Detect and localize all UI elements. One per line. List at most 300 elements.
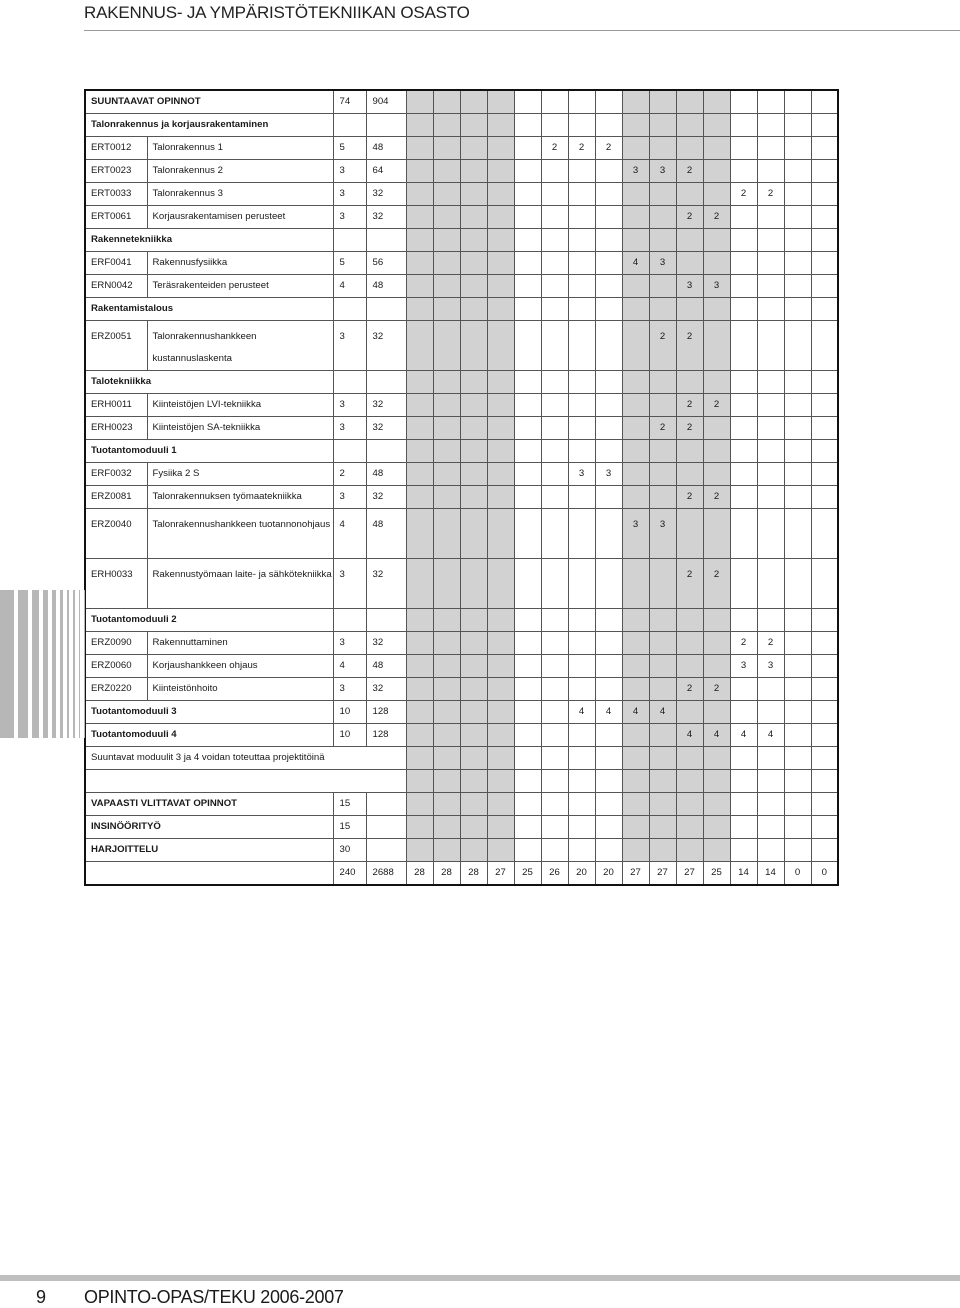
- semester-cell: [487, 160, 514, 183]
- semester-cell: [757, 137, 784, 160]
- semester-cell: [541, 371, 568, 394]
- semester-cell: [406, 440, 433, 463]
- semester-cell: [514, 463, 541, 486]
- course-name: Talonrakennus 2: [147, 160, 333, 183]
- semester-cell: [757, 486, 784, 509]
- hours-cell: [366, 793, 406, 816]
- semester-cell: [595, 394, 622, 417]
- credits-cell: 4: [333, 655, 366, 678]
- semester-cell: [730, 747, 757, 770]
- semester-cell: [406, 160, 433, 183]
- semester-cell: [460, 463, 487, 486]
- course-code: ERZ0081: [85, 486, 147, 509]
- semester-cell: [541, 559, 568, 609]
- semester-cell: [514, 486, 541, 509]
- semester-cell: [595, 275, 622, 298]
- semester-total: 25: [514, 862, 541, 886]
- semester-cell: [406, 793, 433, 816]
- semester-cell: [460, 770, 487, 793]
- semester-cell: [703, 609, 730, 632]
- semester-cell: [460, 298, 487, 321]
- semester-cell: [649, 371, 676, 394]
- semester-cell: [406, 252, 433, 275]
- semester-cell: [595, 90, 622, 114]
- semester-cell: [541, 816, 568, 839]
- semester-cell: [514, 229, 541, 252]
- hours-cell: 904: [366, 90, 406, 114]
- semester-cell: [541, 417, 568, 440]
- semester-cell: [811, 275, 838, 298]
- semester-cell: 2: [649, 417, 676, 440]
- course-code: ERH0033: [85, 559, 147, 609]
- credits-cell: 3: [333, 678, 366, 701]
- side-bar-stripe: [43, 590, 48, 738]
- hours-cell: [366, 816, 406, 839]
- credits-cell: [333, 609, 366, 632]
- semester-cell: [487, 114, 514, 137]
- semester-cell: [622, 655, 649, 678]
- semester-cell: [460, 417, 487, 440]
- semester-cell: [487, 252, 514, 275]
- semester-cell: [433, 417, 460, 440]
- semester-cell: [595, 793, 622, 816]
- semester-cell: [595, 206, 622, 229]
- semester-cell: [568, 770, 595, 793]
- semester-cell: 4: [622, 701, 649, 724]
- semester-cell: [433, 275, 460, 298]
- semester-cell: [784, 394, 811, 417]
- semester-cell: [730, 486, 757, 509]
- semester-cell: [784, 632, 811, 655]
- semester-cell: [784, 463, 811, 486]
- semester-cell: 3: [649, 509, 676, 559]
- course-code: ERZ0060: [85, 655, 147, 678]
- semester-cell: [460, 509, 487, 559]
- semester-cell: [406, 486, 433, 509]
- hours-cell: 48: [366, 275, 406, 298]
- semester-cell: [622, 816, 649, 839]
- semester-cell: [649, 137, 676, 160]
- semester-cell: [757, 701, 784, 724]
- semester-cell: [460, 183, 487, 206]
- semester-cell: [649, 183, 676, 206]
- semester-cell: [649, 114, 676, 137]
- semester-cell: [433, 298, 460, 321]
- credits-cell: 3: [333, 206, 366, 229]
- semester-cell: [811, 655, 838, 678]
- semester-cell: [541, 229, 568, 252]
- semester-total: 27: [487, 862, 514, 886]
- semester-cell: [460, 160, 487, 183]
- semester-cell: [460, 252, 487, 275]
- hours-cell: 48: [366, 655, 406, 678]
- semester-cell: [649, 298, 676, 321]
- semester-cell: [595, 114, 622, 137]
- semester-cell: [757, 417, 784, 440]
- semester-cell: [568, 298, 595, 321]
- credits-cell: 10: [333, 701, 366, 724]
- semester-cell: [757, 609, 784, 632]
- semester-cell: 2: [676, 486, 703, 509]
- table-row: [85, 609, 838, 632]
- semester-cell: 4: [595, 701, 622, 724]
- semester-cell: [649, 816, 676, 839]
- semester-cell: [406, 206, 433, 229]
- semester-cell: [784, 793, 811, 816]
- semester-cell: [541, 321, 568, 371]
- course-code: ERZ0220: [85, 678, 147, 701]
- semester-cell: [649, 609, 676, 632]
- semester-cell: [487, 394, 514, 417]
- decorative-side-bars: [0, 590, 90, 738]
- semester-cell: [676, 701, 703, 724]
- credits-cell: [333, 371, 366, 394]
- semester-cell: [676, 440, 703, 463]
- semester-cell: [487, 793, 514, 816]
- semester-cell: 4: [730, 724, 757, 747]
- semester-cell: [541, 632, 568, 655]
- semester-cell: [730, 609, 757, 632]
- semester-cell: [433, 724, 460, 747]
- semester-cell: [649, 678, 676, 701]
- semester-cell: [406, 724, 433, 747]
- credits-cell: [333, 440, 366, 463]
- semester-cell: [406, 321, 433, 371]
- semester-cell: [649, 793, 676, 816]
- semester-cell: [784, 160, 811, 183]
- semester-cell: [703, 252, 730, 275]
- semester-cell: [703, 371, 730, 394]
- semester-cell: [703, 839, 730, 862]
- semester-cell: [433, 609, 460, 632]
- semester-cell: 2: [703, 394, 730, 417]
- side-bar-stripe: [67, 590, 69, 738]
- course-name: Rakennuttaminen: [147, 632, 333, 655]
- course-name: Kiinteistönhoito: [147, 678, 333, 701]
- semester-cell: [676, 183, 703, 206]
- credits-cell: 15: [333, 793, 366, 816]
- semester-cell: [649, 655, 676, 678]
- semester-cell: [622, 747, 649, 770]
- semester-cell: [433, 137, 460, 160]
- semester-cell: [487, 701, 514, 724]
- semester-cell: [784, 678, 811, 701]
- hours-cell: 128: [366, 724, 406, 747]
- hours-cell: 32: [366, 183, 406, 206]
- semester-cell: [676, 816, 703, 839]
- semester-cell: [568, 632, 595, 655]
- semester-cell: [460, 678, 487, 701]
- semester-cell: [811, 839, 838, 862]
- module-heading: Tuotantomoduuli 3: [85, 701, 333, 724]
- semester-cell: [811, 417, 838, 440]
- semester-cell: [811, 114, 838, 137]
- semester-cell: [703, 137, 730, 160]
- semester-cell: [433, 793, 460, 816]
- course-name: Fysiika 2 S: [147, 463, 333, 486]
- side-bar-stripe: [84, 590, 85, 738]
- semester-cell: [433, 206, 460, 229]
- semester-total: 20: [595, 862, 622, 886]
- summary-heading: SUUNTAAVAT OPINNOT: [85, 90, 333, 114]
- semester-cell: [487, 770, 514, 793]
- semester-cell: [811, 770, 838, 793]
- semester-cell: [730, 160, 757, 183]
- section-heading: Tuotantomoduuli 2: [85, 609, 333, 632]
- semester-cell: [514, 298, 541, 321]
- semester-cell: [784, 183, 811, 206]
- semester-cell: [433, 509, 460, 559]
- credits-cell: 3: [333, 417, 366, 440]
- hours-cell: 32: [366, 632, 406, 655]
- table-row: [85, 394, 838, 417]
- semester-cell: [487, 206, 514, 229]
- semester-cell: [406, 678, 433, 701]
- semester-cell: [487, 609, 514, 632]
- semester-cell: [622, 417, 649, 440]
- semester-cell: [622, 206, 649, 229]
- semester-cell: 3: [568, 463, 595, 486]
- semester-cell: [541, 298, 568, 321]
- table-row: [85, 463, 838, 486]
- credits-cell: 30: [333, 839, 366, 862]
- semester-cell: [541, 160, 568, 183]
- semester-total: 25: [703, 862, 730, 886]
- semester-cell: [757, 229, 784, 252]
- semester-cell: [487, 371, 514, 394]
- semester-cell: [568, 486, 595, 509]
- semester-cell: [811, 440, 838, 463]
- semester-cell: [514, 609, 541, 632]
- semester-cell: [811, 160, 838, 183]
- semester-cell: [811, 509, 838, 559]
- page-number: 9: [36, 1287, 47, 1307]
- semester-cell: [595, 724, 622, 747]
- hours-cell: [366, 114, 406, 137]
- table-row: [85, 747, 838, 770]
- semester-cell: [406, 816, 433, 839]
- course-name: Talonrakennus 3: [147, 183, 333, 206]
- semester-cell: [514, 816, 541, 839]
- semester-cell: [757, 206, 784, 229]
- semester-cell: [460, 793, 487, 816]
- hours-cell: 32: [366, 417, 406, 440]
- course-name: Talonrakennushankkeen tuotannonohjaus: [147, 509, 333, 559]
- hours-cell: 32: [366, 486, 406, 509]
- semester-cell: 3: [757, 655, 784, 678]
- credits-cell: 4: [333, 509, 366, 559]
- semester-cell: [757, 90, 784, 114]
- semester-cell: [784, 701, 811, 724]
- semester-cell: 4: [649, 701, 676, 724]
- semester-cell: [730, 275, 757, 298]
- hours-cell: 32: [366, 206, 406, 229]
- semester-cell: [514, 252, 541, 275]
- semester-cell: [433, 678, 460, 701]
- semester-cell: [730, 816, 757, 839]
- semester-cell: [595, 417, 622, 440]
- semester-cell: [433, 839, 460, 862]
- semester-cell: [487, 463, 514, 486]
- side-bar-stripe: [18, 590, 28, 738]
- table-row: [85, 655, 838, 678]
- semester-cell: [676, 114, 703, 137]
- semester-cell: [622, 183, 649, 206]
- semester-cell: [460, 229, 487, 252]
- semester-total: 26: [541, 862, 568, 886]
- semester-cell: [676, 137, 703, 160]
- semester-cell: [541, 114, 568, 137]
- semester-cell: [784, 298, 811, 321]
- semester-cell: [622, 371, 649, 394]
- semester-cell: [595, 655, 622, 678]
- semester-cell: [730, 371, 757, 394]
- table-row: [85, 206, 838, 229]
- semester-cell: [622, 298, 649, 321]
- semester-cell: [595, 559, 622, 609]
- semester-cell: [406, 275, 433, 298]
- semester-cell: [784, 655, 811, 678]
- semester-cell: [460, 559, 487, 609]
- semester-cell: [460, 137, 487, 160]
- semester-cell: [514, 160, 541, 183]
- semester-cell: [487, 559, 514, 609]
- semester-cell: [568, 816, 595, 839]
- semester-cell: [487, 486, 514, 509]
- semester-cell: [811, 90, 838, 114]
- semester-cell: [622, 463, 649, 486]
- semester-cell: [487, 632, 514, 655]
- semester-cell: [649, 275, 676, 298]
- total-hours: 2688: [366, 862, 406, 886]
- semester-cell: [730, 839, 757, 862]
- side-bar-stripe: [73, 590, 75, 738]
- semester-cell: [433, 559, 460, 609]
- semester-cell: [703, 793, 730, 816]
- semester-cell: [649, 206, 676, 229]
- semester-cell: [703, 417, 730, 440]
- semester-cell: [487, 298, 514, 321]
- semester-cell: [730, 298, 757, 321]
- semester-cell: [730, 509, 757, 559]
- semester-cell: [784, 229, 811, 252]
- semester-cell: [784, 252, 811, 275]
- semester-cell: 3: [649, 160, 676, 183]
- semester-cell: [487, 90, 514, 114]
- semester-cell: [757, 747, 784, 770]
- semester-cell: [514, 839, 541, 862]
- semester-total: 14: [730, 862, 757, 886]
- semester-cell: [514, 394, 541, 417]
- semester-cell: 2: [757, 632, 784, 655]
- semester-cell: 2: [676, 559, 703, 609]
- semester-cell: [568, 724, 595, 747]
- semester-cell: [568, 229, 595, 252]
- semester-cell: [460, 90, 487, 114]
- hours-cell: 32: [366, 394, 406, 417]
- semester-cell: [406, 463, 433, 486]
- semester-cell: [703, 114, 730, 137]
- hours-cell: 48: [366, 463, 406, 486]
- semester-cell: [487, 724, 514, 747]
- semester-cell: [406, 114, 433, 137]
- summary-heading: INSINÖÖRITYÖ: [85, 816, 333, 839]
- semester-cell: [676, 371, 703, 394]
- semester-cell: [433, 183, 460, 206]
- semester-cell: [757, 509, 784, 559]
- semester-cell: [568, 509, 595, 559]
- table-row: [85, 816, 838, 839]
- hours-cell: 32: [366, 678, 406, 701]
- semester-cell: [433, 371, 460, 394]
- semester-cell: 2: [541, 137, 568, 160]
- semester-cell: [514, 724, 541, 747]
- semester-cell: [703, 632, 730, 655]
- course-name: Talonrakennus 1: [147, 137, 333, 160]
- semester-cell: [460, 701, 487, 724]
- semester-cell: [595, 183, 622, 206]
- semester-cell: [487, 137, 514, 160]
- credits-cell: 3: [333, 632, 366, 655]
- semester-cell: [811, 463, 838, 486]
- semester-cell: [649, 90, 676, 114]
- semester-cell: [730, 701, 757, 724]
- section-heading: Rakentamistalous: [85, 298, 333, 321]
- semester-cell: [622, 678, 649, 701]
- semester-cell: [514, 701, 541, 724]
- table-row: [85, 440, 838, 463]
- table-row: [85, 252, 838, 275]
- semester-cell: [811, 394, 838, 417]
- semester-cell: [811, 747, 838, 770]
- semester-cell: [595, 678, 622, 701]
- semester-cell: [514, 206, 541, 229]
- semester-cell: [433, 90, 460, 114]
- hours-cell: [366, 371, 406, 394]
- semester-cell: [703, 160, 730, 183]
- semester-cell: [622, 90, 649, 114]
- credits-cell: [333, 114, 366, 137]
- course-name: Talonrakennuksen työmaatekniikka: [147, 486, 333, 509]
- semester-cell: [406, 770, 433, 793]
- semester-cell: [541, 655, 568, 678]
- semester-cell: [487, 183, 514, 206]
- semester-cell: [676, 298, 703, 321]
- semester-cell: [514, 559, 541, 609]
- course-code: ERF0041: [85, 252, 147, 275]
- semester-cell: 2: [676, 417, 703, 440]
- course-name: Teräsrakenteiden perusteet: [147, 275, 333, 298]
- side-bar-stripe: [79, 590, 80, 738]
- module-heading: Tuotantomoduuli 4: [85, 724, 333, 747]
- semester-cell: 2: [703, 678, 730, 701]
- semester-cell: [811, 609, 838, 632]
- semester-cell: [811, 371, 838, 394]
- semester-cell: [649, 486, 676, 509]
- semester-cell: [811, 793, 838, 816]
- semester-cell: [676, 463, 703, 486]
- table-row: [85, 839, 838, 862]
- semester-cell: [541, 724, 568, 747]
- semester-cell: [406, 509, 433, 559]
- semester-cell: [622, 839, 649, 862]
- semester-cell: [460, 609, 487, 632]
- course-code: ERT0012: [85, 137, 147, 160]
- semester-cell: [406, 747, 433, 770]
- semester-cell: [703, 440, 730, 463]
- table-row: [85, 114, 838, 137]
- semester-cell: [406, 394, 433, 417]
